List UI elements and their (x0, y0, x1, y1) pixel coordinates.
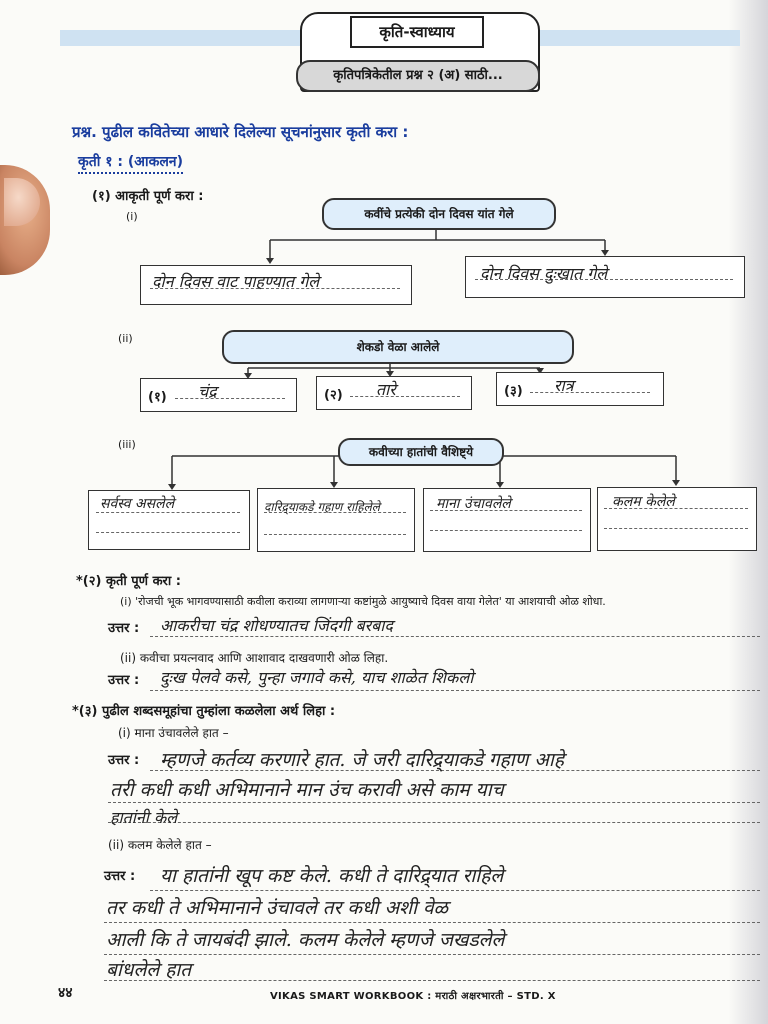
diagram-1-number: (i) (126, 210, 138, 223)
part2-answer-2: दुःख पेलवे कसे, पुन्हा जगावे कसे, याच शाळेत शिकलो (160, 668, 474, 687)
activity-heading: कृती १ : (आकलन) (78, 152, 183, 174)
part2-answer-2-label: उत्तर : (108, 673, 140, 688)
part1-label: (१) आकृती पूर्ण करा : (92, 189, 204, 204)
part3-answer-2-line-3: आली कि ते जायबंदी झाले. कलम केलेले म्हणजे जखडलेले (106, 929, 505, 951)
diagram-3-answer-1: सर्वस्व असलेले (100, 496, 175, 512)
part2-question-1: (i) 'रोजची भूक भागवण्यासाठी कवीला कराव्या लागणाऱ्या कष्टांमुळे आयुष्याचे दिवस वाया गेलेत' या आशयाची ओळ शोधा. (120, 595, 606, 608)
diagram-2-item-1-number: (१) (148, 390, 167, 405)
part2-answer-1-label: उत्तर : (108, 621, 140, 636)
part3-question-2: (ii) कलम केलेले हात – (108, 838, 212, 852)
part2-label: *(२) कृती पूर्ण करा : (76, 574, 181, 589)
diagram-2-item-1-answer: चंद्र (198, 382, 217, 401)
answer-line (104, 922, 760, 923)
answer-line (104, 980, 760, 981)
diagram-2-item-2-number: (२) (324, 388, 343, 403)
part3-answer-2-line-2: तर कधी ते अभिमानाने उंचावले तर कधी अशी वेळ (106, 897, 449, 919)
part3-answer-1-line-3: हातांनी केले (110, 808, 178, 827)
part3-answer-1-line-1: म्हणजे कर्तव्य करणारे हात. जे जरी दारिद्र्याकडे गहाण आहे (160, 749, 564, 771)
page-number: ४४ (58, 985, 73, 1001)
page-subtitle: कृतिपत्रिकेतील प्रश्न २ (अ) साठी... (296, 60, 540, 92)
diagram-3-center: कवीच्या हातांची वैशिष्ट्ये (338, 438, 504, 466)
question-heading: प्रश्न. पुढील कवितेच्या आधारे दिलेल्या सूचनांनुसार कृती करा : (72, 123, 409, 141)
diagram-1-center: कवींचे प्रत्येकी दोन दिवस यांत गेले (322, 198, 556, 230)
diagram-2-item-3-number: (३) (504, 384, 523, 399)
answer-line (264, 534, 406, 535)
part3-answer-2-line-4: बांधलेले हात (106, 959, 192, 981)
part3-question-1: (i) माना उंचावलेले हात – (118, 726, 229, 740)
diagram-2-number: (ii) (118, 332, 133, 345)
answer-line (108, 822, 760, 823)
diagram-1-left-answer: दोन दिवस वाट पाहण्यात गेले (152, 272, 320, 291)
answer-line (104, 954, 760, 955)
answer-line (350, 396, 460, 397)
part3-answer-1-line-2: तरी कधी कधी अभिमानाने मान उंच करावी असे काम याच (110, 779, 504, 801)
diagram-3-answer-2: दारिद्र्याकडे गहाण राहिलेले (264, 500, 380, 514)
answer-line (175, 398, 285, 399)
answer-line (530, 392, 650, 393)
answer-line (96, 532, 240, 533)
answer-line (604, 528, 748, 529)
footer-text: VIKAS SMART WORKBOOK : मराठी अक्षरभारती – STD. X (270, 991, 556, 1002)
diagram-1-right-answer: दोन दिवस दुःखात गेले (480, 264, 608, 283)
part3-label: *(३) पुढील शब्दसमूहांचा तुम्हांला कळलेला अर्थ लिहा : (72, 704, 336, 719)
page-title: कृति-स्वाध्याय (350, 16, 484, 48)
answer-line (430, 530, 582, 531)
part3-answer-2-line-1: या हातांनी खूप कष्ट केले. कधी ते दारिद्र्यात राहिले (160, 865, 504, 887)
part3-answer-1-label: उत्तर : (108, 753, 140, 768)
part2-question-2: (ii) कवीचा प्रयत्नवाद आणि आशावाद दाखवणारी ओळ लिहा. (120, 651, 389, 665)
part3-answer-2-label: उत्तर : (104, 869, 136, 884)
diagram-3-number: (iii) (118, 438, 136, 451)
answer-line (150, 890, 760, 891)
part2-answer-1: आकरीचा चंद्र शोधण्यातच जिंदगी बरबाद (160, 616, 393, 635)
answer-line (150, 690, 760, 691)
answer-line (150, 636, 760, 637)
answer-line (108, 802, 760, 803)
diagram-2-item-2-answer: तारे (376, 380, 396, 399)
diagram-2-center: शेकडो वेळा आलेले (222, 330, 574, 364)
diagram-2-item-3-answer: रात्र (554, 376, 574, 395)
diagram-3-answer-4: कलम केलेले (612, 494, 675, 510)
diagram-3-answer-3: माना उंचावलेले (436, 496, 511, 512)
